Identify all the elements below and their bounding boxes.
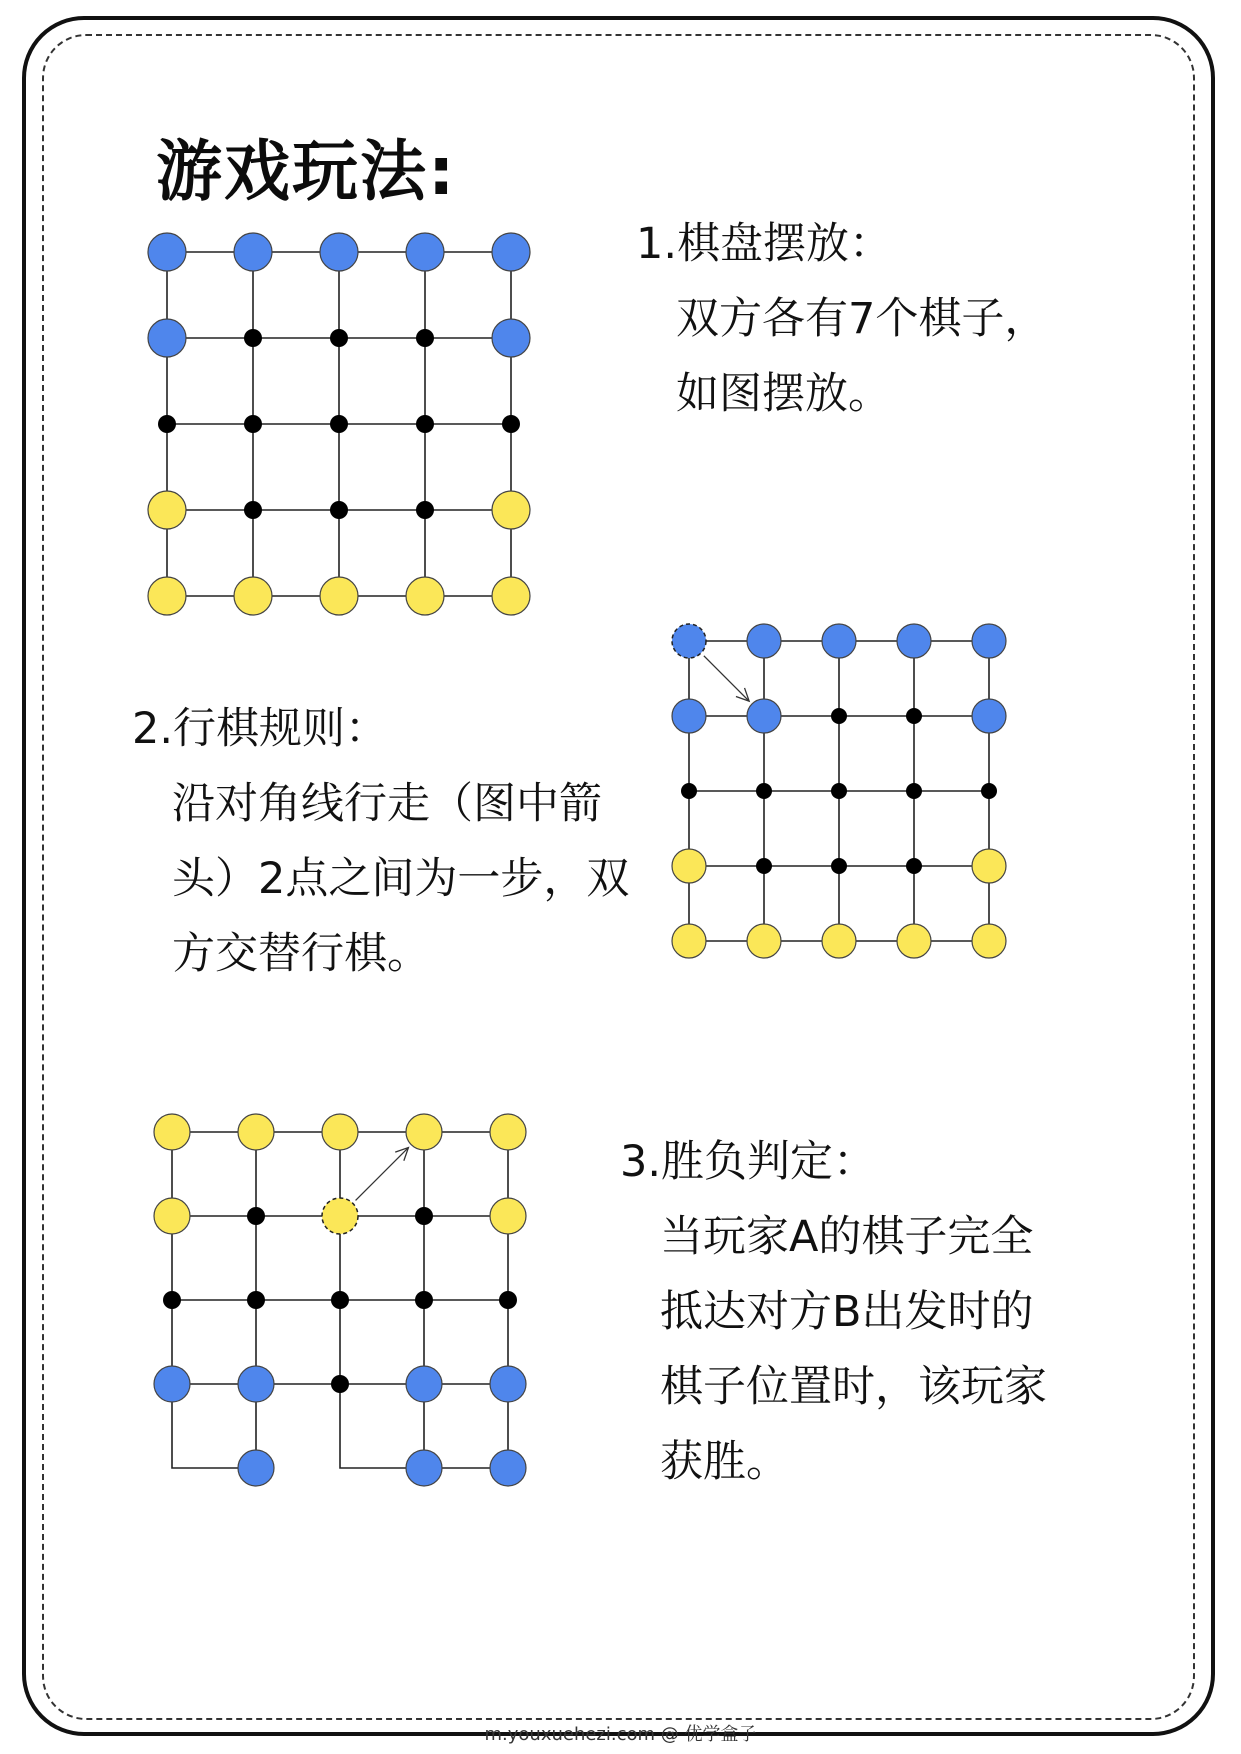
board-point (163, 1291, 181, 1309)
board-point (416, 415, 434, 433)
board-point (247, 1207, 265, 1225)
yellow-piece (154, 1198, 190, 1234)
blue-piece (234, 233, 272, 271)
blue-piece (406, 1366, 442, 1402)
blue-piece (406, 1450, 442, 1486)
section-text: 头）2点之间为一步，双 (172, 854, 630, 904)
board-point (416, 329, 434, 347)
blue-piece (747, 699, 781, 733)
board-point (681, 783, 697, 799)
board-point (756, 783, 772, 799)
yellow-piece (490, 1198, 526, 1234)
blue-piece (747, 624, 781, 658)
section-setup (636, 207, 1047, 432)
blue-piece (492, 319, 530, 357)
section-win-rule (620, 1125, 1047, 1500)
blue-piece (406, 233, 444, 271)
board-point (244, 501, 262, 519)
blue-piece (154, 1366, 190, 1402)
board-point (247, 1291, 265, 1309)
blue-piece (490, 1366, 526, 1402)
yellow-piece (234, 577, 272, 615)
blue-piece (822, 624, 856, 658)
yellow-piece (154, 1114, 190, 1150)
board-point (831, 708, 847, 724)
blue-piece (972, 699, 1006, 733)
yellow-piece (490, 1114, 526, 1150)
board-point (331, 1291, 349, 1309)
board-point (981, 783, 997, 799)
yellow-piece (747, 924, 781, 958)
initial-board (140, 225, 540, 605)
board-point (416, 501, 434, 519)
section-text: 抵达对方B出发时的 (660, 1287, 1034, 1337)
yellow-piece (897, 924, 931, 958)
board-point (906, 783, 922, 799)
vacated-blue-position (672, 624, 706, 658)
yellow-piece (148, 491, 186, 529)
board-point (502, 415, 520, 433)
blue-piece (972, 624, 1006, 658)
board-point (831, 783, 847, 799)
board-point (330, 329, 348, 347)
move-arrow-icon (356, 1148, 409, 1201)
yellow-piece (406, 577, 444, 615)
blue-piece (492, 233, 530, 271)
blue-piece (672, 699, 706, 733)
win-rule-board (150, 1110, 550, 1500)
board-point (756, 858, 772, 874)
yellow-piece (406, 1114, 442, 1150)
board-point (906, 858, 922, 874)
section-heading: 2.行棋规则： (132, 704, 389, 754)
board-point (158, 415, 176, 433)
yellow-piece (322, 1114, 358, 1150)
page-title: 游戏玩法: (156, 133, 457, 210)
yellow-piece (320, 577, 358, 615)
section-text: 当玩家A的棋子完全 (660, 1212, 1034, 1262)
blue-piece (897, 624, 931, 658)
board-point (244, 415, 262, 433)
yellow-piece (822, 924, 856, 958)
blue-piece (148, 319, 186, 357)
section-text: 沿对角线行走（图中箭 (172, 779, 602, 829)
move-rule-board (668, 620, 1018, 960)
yellow-piece (672, 924, 706, 958)
yellow-piece (972, 849, 1006, 883)
yellow-piece (492, 491, 530, 529)
section-text: 如图摆放。 (676, 369, 891, 419)
vacated-yellow-position (322, 1198, 358, 1234)
board-point (415, 1207, 433, 1225)
section-text: 双方各有7个棋子， (676, 294, 1048, 344)
section-heading: 3.胜负判定： (620, 1137, 877, 1187)
board-point (906, 708, 922, 724)
section-text: 获胜。 (660, 1437, 789, 1487)
footer-watermark: m.youxuehezi.com @ 优学盒子 (484, 1724, 757, 1745)
move-arrow-icon (704, 656, 749, 701)
section-heading: 1.棋盘摆放： (636, 219, 893, 269)
board-point (330, 415, 348, 433)
yellow-piece (972, 924, 1006, 958)
board-point (831, 858, 847, 874)
blue-piece (238, 1366, 274, 1402)
blue-piece (490, 1450, 526, 1486)
blue-piece (148, 233, 186, 271)
yellow-piece (672, 849, 706, 883)
blue-piece (320, 233, 358, 271)
yellow-piece (148, 577, 186, 615)
yellow-piece (238, 1114, 274, 1150)
board-point (330, 501, 348, 519)
board-point (331, 1375, 349, 1393)
yellow-piece (492, 577, 530, 615)
section-text: 棋子位置时，该玩家 (660, 1362, 1047, 1412)
blue-piece (238, 1450, 274, 1486)
section-text: 方交替行棋。 (172, 929, 430, 979)
board-point (415, 1291, 433, 1309)
section-move-rule (132, 692, 629, 992)
board-point (499, 1291, 517, 1309)
board-point (244, 329, 262, 347)
